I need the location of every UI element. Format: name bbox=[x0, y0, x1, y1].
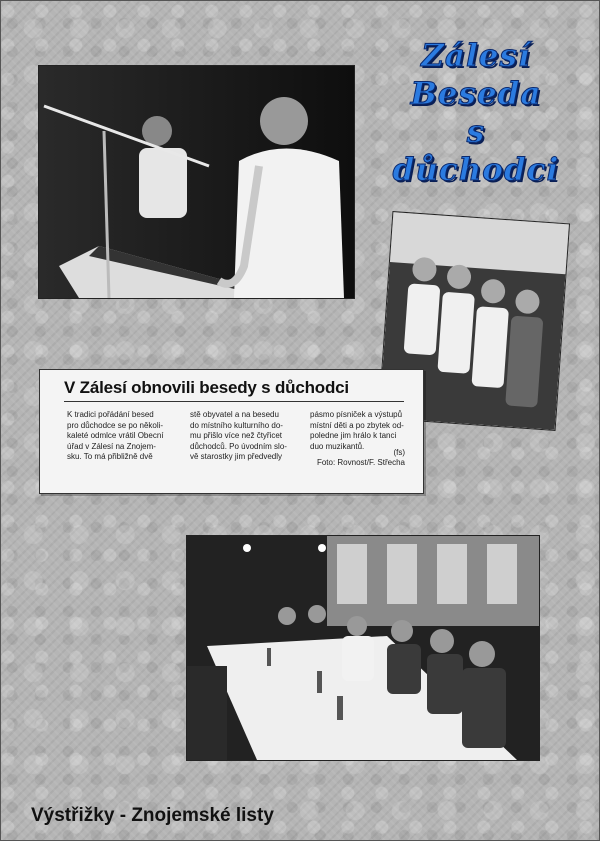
title-line-3: s bbox=[466, 114, 486, 150]
photo-banquet-hall bbox=[186, 535, 540, 761]
photo-credit: Foto: Rovnost/F. Střecha bbox=[316, 458, 405, 467]
text-line: pro důchodce se po několi- bbox=[67, 420, 164, 430]
clipping-column-2 bbox=[190, 410, 287, 463]
text-line: duo muzikantů. bbox=[310, 441, 365, 451]
page-title bbox=[391, 37, 561, 189]
text-line: do místního kulturního do- bbox=[190, 420, 283, 430]
footer-caption: Výstřižky - Znojemské listy bbox=[31, 805, 274, 826]
text-line: pásmo písniček a výstupů bbox=[310, 410, 403, 419]
clipping-column-1 bbox=[67, 410, 164, 463]
text-line: sku. To má přibližně dvě bbox=[67, 452, 153, 462]
newspaper-clipping bbox=[39, 369, 424, 494]
text-line: místní děti a po zbytek od- bbox=[310, 420, 404, 430]
text-line: vě starostky jim předvedly bbox=[190, 452, 283, 462]
photo-band-musicians bbox=[38, 65, 355, 299]
text-line: důchodců. Po úvodním slo- bbox=[190, 441, 287, 451]
text-line: K tradici pořádání besed bbox=[67, 410, 154, 419]
clipping-headline: V Zálesí obnovili besedy s důchodci bbox=[64, 378, 349, 397]
text-line: úřad v Zálesí na Znojem- bbox=[67, 441, 156, 451]
title-line-1: Zálesí bbox=[421, 38, 531, 74]
text-line: poledne jim hrálo k tanci bbox=[310, 431, 397, 441]
text-line: mu přišlo více než čtyřicet bbox=[190, 431, 283, 441]
text-line: kaleté odmlce vrátil Obecní bbox=[67, 431, 164, 441]
clipping-column-3 bbox=[310, 410, 404, 452]
clipping-rule bbox=[64, 401, 404, 402]
clipping-signature: (fs) bbox=[393, 448, 405, 457]
title-line-2: Beseda bbox=[410, 76, 542, 112]
text-line: stě obyvatel a na besedu bbox=[190, 410, 279, 419]
title-line-4: důchodci bbox=[392, 152, 560, 188]
